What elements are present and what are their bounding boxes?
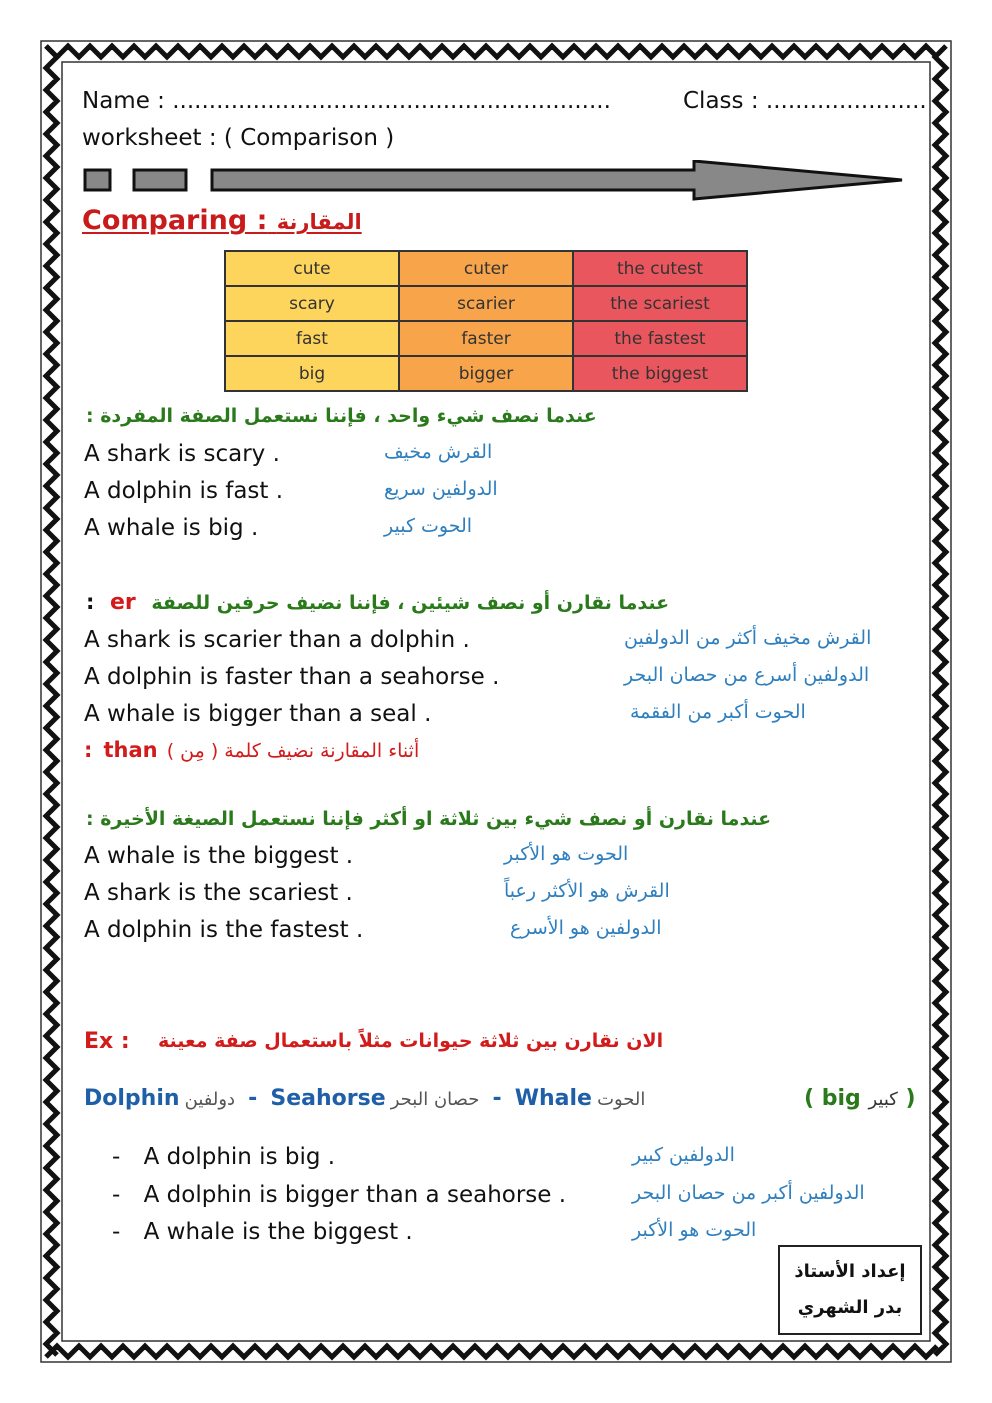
exercise-line xyxy=(112,1144,335,1170)
table-cell: cuter xyxy=(399,251,573,286)
example-sentence-ar: الحوت كبير xyxy=(384,515,473,537)
rule-two-things xyxy=(86,590,669,615)
exercise-adjective xyxy=(804,1086,916,1111)
author-box xyxy=(778,1245,922,1335)
list-dash: - xyxy=(112,1182,121,1208)
comparing-heading xyxy=(82,205,362,236)
animal-ar: دولفين xyxy=(184,1089,236,1110)
comparing-heading-en: Comparing : xyxy=(82,205,268,236)
exercise-line xyxy=(112,1182,566,1208)
adjective-en: big xyxy=(821,1086,861,1111)
separator: - xyxy=(492,1086,502,1111)
than-colon: : xyxy=(84,738,93,762)
exercise-line-ar: الحوت هو الأكبر xyxy=(632,1219,757,1241)
example-sentence-en: A dolphin is faster than a seahorse . xyxy=(84,664,500,690)
example-sentence-ar: الدولفين هو الأسرع xyxy=(510,917,662,939)
table-row xyxy=(225,321,747,356)
exercise-line-en: A dolphin is big . xyxy=(143,1144,336,1170)
list-dash: - xyxy=(112,1219,121,1245)
comparing-heading-ar: المقارنة xyxy=(276,210,362,234)
table-cell: scarier xyxy=(399,286,573,321)
animal-en: Seahorse xyxy=(270,1086,386,1111)
rule-colon: : xyxy=(86,590,95,614)
rule-three-or-more: عندما نقارن أو نصف شيء بين ثلاثة او أكثر فإننا نستعمل الصيغة الأخيرة : xyxy=(86,808,772,830)
table-row xyxy=(225,356,747,391)
rule-single-adjective: عندما نصف شيء واحد ، فإننا نستعمل الصفة المفردة : xyxy=(86,405,597,427)
class-field: Class : ...................... xyxy=(683,88,927,114)
paren-open: ( xyxy=(804,1086,815,1111)
example-sentence-en: A whale is big . xyxy=(84,515,259,541)
er-suffix: er xyxy=(109,590,136,615)
example-sentence-ar: الحوت هو الأكبر xyxy=(504,843,629,865)
table-cell: big xyxy=(225,356,399,391)
than-note-text: أثناء المقارنة نضيف كلمة ( مِن ) xyxy=(166,740,420,762)
example-sentence-ar: القرش مخيف أكثر من الدولفين xyxy=(624,627,872,649)
name-field: Name : ............................................................ xyxy=(82,88,611,114)
exercise-line-en: A whale is the biggest . xyxy=(143,1219,413,1245)
example-sentence-ar: القرش مخيف xyxy=(384,441,493,463)
table-cell: fast xyxy=(225,321,399,356)
table-row xyxy=(225,251,747,286)
exercise-line-ar: الدولفين كبير xyxy=(632,1144,735,1166)
example-sentence-en: A shark is the scariest . xyxy=(84,880,353,906)
exercise-label: Ex : xyxy=(84,1029,130,1054)
separator: - xyxy=(248,1086,258,1111)
paren-close: ) xyxy=(905,1086,916,1111)
exercise-instruction: الان نقارن بين ثلاثة حيوانات مثلاً باستعمال صفة معينة xyxy=(158,1030,664,1052)
example-sentence-en: A whale is bigger than a seal . xyxy=(84,701,432,727)
rule-two-things-text: عندما نقارن أو نصف شيئين ، فإننا نضيف حرفين للصفة xyxy=(151,592,670,614)
example-sentence-ar: الدولفين سريع xyxy=(384,478,498,500)
example-sentence-en: A whale is the biggest . xyxy=(84,843,354,869)
table-cell: the fastest xyxy=(573,321,747,356)
example-sentence-en: A shark is scary . xyxy=(84,441,280,467)
author-line1: إعداد الأستاذ xyxy=(794,1261,906,1282)
example-sentence-ar: الحوت أكبر من الفقمة xyxy=(630,701,806,723)
exercise-line-en: A dolphin is bigger than a seahorse . xyxy=(143,1182,567,1208)
table-cell: the cutest xyxy=(573,251,747,286)
animal-en: Dolphin xyxy=(84,1086,180,1111)
example-sentence-ar: الدولفين أسرع من حصان البحر xyxy=(624,664,870,686)
animal-en: Whale xyxy=(514,1086,592,1111)
example-sentence-en: A dolphin is the fastest . xyxy=(84,917,364,943)
exercise-line xyxy=(112,1219,413,1245)
table-row xyxy=(225,286,747,321)
animal-ar: الحوت xyxy=(597,1089,646,1110)
example-sentence-ar: القرش هو الأكثر رعباً xyxy=(504,880,670,902)
than-word: than xyxy=(103,738,158,762)
exercise-line-ar: الدولفين أكبر من حصان البحر xyxy=(632,1182,865,1204)
example-sentence-en: A dolphin is fast . xyxy=(84,478,284,504)
table-cell: the biggest xyxy=(573,356,747,391)
adjective-ar: كبير xyxy=(868,1089,898,1110)
list-dash: - xyxy=(112,1144,121,1170)
exercise-animals xyxy=(84,1086,645,1111)
table-cell: cute xyxy=(225,251,399,286)
author-line2: بدر الشهري xyxy=(797,1297,903,1318)
animal-ar: حصان البحر xyxy=(390,1089,480,1110)
example-sentence-en: A shark is scarier than a dolphin . xyxy=(84,627,470,653)
table-cell: faster xyxy=(399,321,573,356)
table-cell: the scariest xyxy=(573,286,747,321)
table-cell: scary xyxy=(225,286,399,321)
than-note xyxy=(84,738,419,762)
adjective-forms-table xyxy=(224,250,748,392)
worksheet-title: worksheet : ( Comparison ) xyxy=(82,125,395,151)
arrow-divider-graphic xyxy=(82,160,906,202)
table-cell: bigger xyxy=(399,356,573,391)
